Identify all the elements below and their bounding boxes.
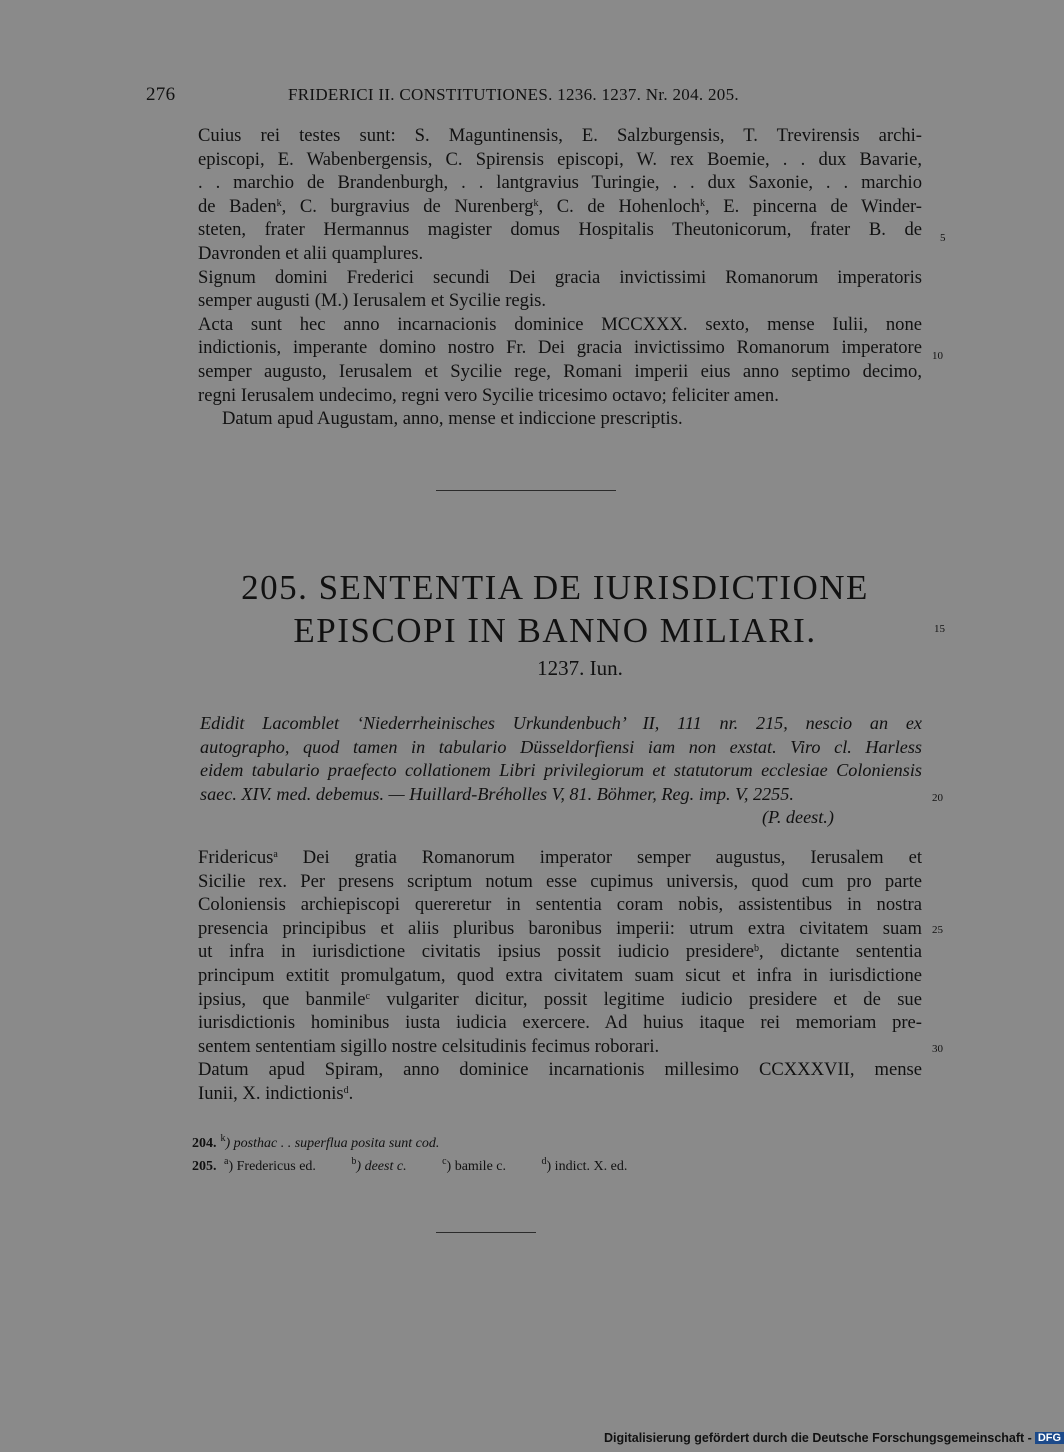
text-line: Signum domini Frederici secundi Dei gracia invictissimi Romanorum imperatoris xyxy=(198,266,922,288)
line-number: 25 xyxy=(932,924,943,936)
text-line: principum extitit promulgatum, quod extra civitatem suam sicut et infra in iurisdictione xyxy=(198,964,922,986)
digitization-credit xyxy=(604,1431,1062,1447)
acta-paragraph xyxy=(174,313,922,407)
text-line: semper augusto, Ierusalem et Sycilie rege, Romani imperii eius anno septimo decimo, xyxy=(198,360,922,382)
text-line: ut infra in iurisdictione civitatis ipsius possit iudicio presidere$^b$, dictante sententia xyxy=(198,941,922,963)
text-line: Davronden et alii quamplures. xyxy=(198,242,424,264)
dfg-logo: DFG xyxy=(1035,1432,1064,1444)
text-line: Sicilie rex. Per presens scriptum notum esse cupimus universis, quod cum pro parte xyxy=(198,870,922,892)
witness-paragraph xyxy=(174,124,922,266)
text-line: regni Ierusalem undecimo, regni vero Sycilie tricesimo octavo; feliciter amen. xyxy=(198,384,779,406)
document-title xyxy=(230,566,880,652)
text-line: Coloniensis archiepiscopi quereretur in sententia coram nobis, assistentibus in nostra xyxy=(198,894,922,916)
text-line: semper augusti (M.) Ierusalem et Sycilie regis. xyxy=(198,290,547,312)
line-number: 15 xyxy=(934,623,945,635)
text-line: iurisdictionis hominibus iusta iudicia exercere. Ad huius itaque rei memoriam pre- xyxy=(198,1012,922,1034)
text-line: indictionis, imperante domino nostro Fr. Dei gracia invictissimo Romanorum imperatore xyxy=(198,337,922,359)
datum-paragraph xyxy=(174,1058,922,1105)
prev-doc-text xyxy=(174,124,922,431)
text-line: Cuius rei testes sunt: S. Maguntinensis, E. Salzburgensis, T. Trevirensis archi- xyxy=(198,125,922,146)
body-paragraph xyxy=(174,846,922,1058)
footnotes xyxy=(192,1132,792,1178)
title-line-1: 205. SENTENTIA DE IURISDICTIONE xyxy=(241,568,869,607)
text-line: sentem sententiam sigillo nostre celsitudinis fecimus roborari. xyxy=(198,1035,660,1057)
text-line: Acta sunt hec anno incarnacionis dominice MCCXXX. sexto, mense Iulii, none xyxy=(198,313,922,335)
text-line: presencia principibus et aliis pluribus baronibus imperii: utrum extra civitatem suam xyxy=(198,917,922,939)
text-line: ipsius, que banmile$^c$ vulgariter dicitur, possit legitime iudicio presidere et de sue xyxy=(198,988,922,1010)
text-line: . . marchio de Brandenburgh, . . lantgravius Turingie, . . dux Saxonie, . . marchio xyxy=(198,172,922,194)
document-date: 1237. Iun. xyxy=(537,656,623,680)
line-number: 10 xyxy=(932,350,943,362)
footnote-204: 204. $^k$) posthac . . superflua posita sunt cod. xyxy=(192,1133,440,1151)
text-line: Datum apud Spiram, anno dominice incarnationis millesimo CCXXXVII, mense xyxy=(198,1059,922,1081)
end-divider xyxy=(436,1232,536,1233)
text-line: steten, frater Hermannus magister domus Hospitalis Theutonicorum, frater B. de xyxy=(198,219,922,241)
running-title: FRIDERICI II. CONSTITUTIONES. 1236. 1237. Nr. 204. 205. xyxy=(288,85,739,104)
datum-paragraph xyxy=(174,407,922,431)
text-line: Iunii, X. indictionis$^d$. xyxy=(198,1082,354,1104)
text-line: Fridericus$^a$ Dei gratia Romanorum imperator semper augustus, Ierusalem et xyxy=(198,847,922,868)
text-line: eidem tabulario praefecto collationem Libri privilegiorum et statutorum ecclesiae Coloniensis xyxy=(200,760,922,781)
text-line: Datum apud Augustam, anno, mense et indiccione prescriptis. xyxy=(222,408,683,430)
signum-paragraph xyxy=(174,266,922,313)
text-line: autographo, quod tamen in tabulario Düsseldorfiensi iam non exstat. Viro cl. Harless xyxy=(200,736,922,757)
text-line: de Baden$^k$, C. burgravius de Nurenberg$^k$, C. de Hohenloch$^k$, E. pincerna de Winder- xyxy=(198,195,922,217)
line-number: 30 xyxy=(932,1043,943,1055)
line-number: 5 xyxy=(940,232,946,244)
credit-text: Digitalisierung gefördert durch die Deutsche Forschungsgemeinschaft - xyxy=(604,1431,1032,1445)
text-line: saec. XIV. med. debemus. — Huillard-Bréholles V, 81. Böhmer, Reg. imp. V, 2255. xyxy=(200,783,794,804)
text-line: (P. deest.) xyxy=(762,807,834,828)
section-divider xyxy=(436,490,616,491)
edition-note xyxy=(200,712,922,830)
line-number: 20 xyxy=(932,792,943,804)
text-line: Edidit Lacomblet ‘Niederrheinisches Urkundenbuch’ II, 111 nr. 215, nescio an ex xyxy=(200,713,922,733)
footnote-205: 205. $^a$) Fredericus ed. $^b$) deest c. $^c$) bamile c. $^d$) indict. X. ed. xyxy=(192,1156,628,1174)
title-line-2: EPISCOPI IN BANNO MILIARI. xyxy=(293,611,817,650)
running-head xyxy=(146,84,806,110)
document-body xyxy=(174,846,922,1106)
text-line: episcopi, E. Wabenbergensis, C. Spirensis episcopi, W. rex Boemie, . . dux Bavarie, xyxy=(198,148,922,170)
page-number: 276 xyxy=(146,84,176,105)
